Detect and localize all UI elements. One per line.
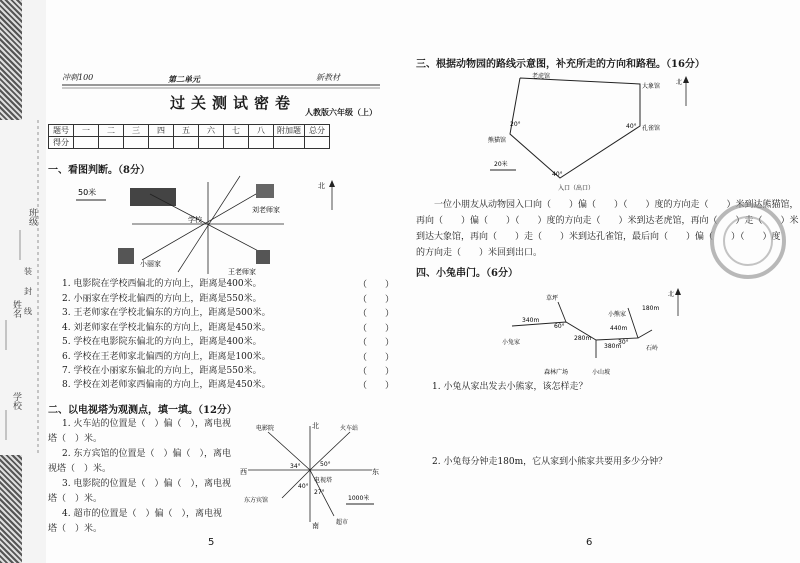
- score-label-cell: 得分: [49, 137, 74, 149]
- page-number-right: 6: [586, 537, 593, 548]
- fig2-supermarket: 超市: [336, 519, 349, 526]
- rabbit-dist-3: 380m: [604, 343, 622, 350]
- score-head-cell: 五: [174, 125, 199, 137]
- s1-item-6: 6. 学校在王老师家北偏西的方向上，距离是100米。: [62, 352, 271, 362]
- score-head-cell: 四: [149, 125, 174, 137]
- fig2-west: 西: [240, 468, 247, 476]
- house-icon-liu: [256, 184, 274, 198]
- s4-question-1: 1. 小兔从家出发去小熊家，该怎样走？: [432, 382, 588, 392]
- fig2-angle-4: 27°: [314, 489, 325, 496]
- answer-bracket-6[interactable]: （ ）: [358, 353, 395, 363]
- score-input-cell[interactable]: [199, 137, 224, 149]
- s2-item-4-line2: 塔（ ）米。: [48, 524, 103, 534]
- section1-map-figure: [70, 172, 370, 280]
- score-head-cell: 六: [199, 125, 224, 137]
- binding-label-name: 姓名: [11, 300, 21, 318]
- rabbit-stone: 石岭: [646, 345, 659, 352]
- binding-stub-1: 装: [24, 267, 32, 276]
- answer-bracket-3[interactable]: （ ）: [358, 309, 395, 319]
- edition-label: 人教版六年级（上）: [305, 107, 377, 117]
- s2-item-2-line2: 视塔（ ）米。: [48, 464, 112, 474]
- zoo-peacock: 孔雀馆: [642, 125, 661, 132]
- s1-item-2: 2. 小丽家在学校北偏西的方向上，距离是550米。: [62, 294, 262, 304]
- score-input-cell[interactable]: [224, 137, 249, 149]
- s2-item-4-line1: 4. 超市的位置是（ ）偏（ ），离电视: [62, 509, 222, 519]
- zoo-angle-1: 20°: [510, 121, 521, 128]
- fig2-south: 南: [312, 522, 319, 530]
- answer-bracket-5[interactable]: （ ）: [358, 338, 395, 348]
- section3-zoo-map: [480, 66, 700, 194]
- zoo-north-arrow-icon: [683, 76, 689, 83]
- score-head-cell: 题号: [49, 125, 74, 137]
- fig2-east: 东: [372, 468, 379, 476]
- binding-label-school: 学校: [11, 392, 21, 410]
- s1-item-4: 4. 刘老师家在学校北偏东的方向上，距离是450米。: [62, 323, 271, 333]
- rabbit-dist-2: 280m: [574, 335, 592, 342]
- s3-line-3: 到达大象馆，再向（ ）走（ ）米到达孔雀馆，最后向（ ）偏（ ）（ ）度: [416, 232, 781, 242]
- fig2-train-station: 火车站: [340, 425, 359, 432]
- answer-bracket-7[interactable]: （ ）: [358, 367, 395, 377]
- score-input-cell[interactable]: [99, 137, 124, 149]
- s2-item-3-line2: 塔（ ）米。: [48, 494, 103, 504]
- score-head-cell: 附加题: [274, 125, 305, 137]
- section2-tv-tower-figure: [238, 418, 380, 530]
- north-label: 北: [318, 182, 325, 190]
- s1-item-7: 7. 学校在小丽家东偏北的方向上，距离是550米。: [62, 366, 262, 376]
- s1-item-5: 5. 学校在电影院东偏北的方向上，距离是400米。: [62, 337, 262, 347]
- zoo-angle-3: 40°: [552, 171, 563, 178]
- label-liu-home: 刘老师家: [252, 206, 280, 214]
- rabbit-home: 小兔家: [502, 339, 521, 346]
- answer-bracket-8[interactable]: （ ）: [358, 381, 395, 391]
- s1-item-3: 3. 王老师家在学校北偏东的方向上，距离是500米。: [62, 308, 271, 318]
- zoo-entrance: 入口（出口）: [558, 185, 595, 192]
- fig2-hotel: 东方宾馆: [244, 497, 269, 504]
- s3-line-2: 再向（ ）偏（ ）（ ）度的方向走（ ）米到达老虎馆，再向（ ）走（ ）米: [416, 216, 799, 226]
- zoo-tiger: 老虎馆: [532, 73, 551, 80]
- rabbit-dist-5: 180m: [642, 305, 660, 312]
- s2-item-1-line2: 塔（ ）米。: [48, 434, 103, 444]
- score-head-cell: 八: [249, 125, 274, 137]
- rabbit-hill: 小山坡: [592, 369, 611, 376]
- answer-bracket-2[interactable]: （ ）: [358, 295, 395, 305]
- score-input-cell[interactable]: [149, 137, 174, 149]
- score-table: [48, 124, 330, 149]
- fig2-north: 北: [312, 422, 319, 430]
- rabbit-dist-4: 440m: [610, 325, 628, 332]
- score-input-cell[interactable]: [249, 137, 274, 149]
- fig2-angle-2: 50°: [320, 461, 331, 468]
- section3-heading: 三、根据动物园的路线示意图，补充所走的方向和路程。（16分）: [416, 59, 705, 70]
- s3-line-4: 的方向走（ ）米回到出口。: [416, 248, 543, 258]
- header-brand: 冲刺100: [62, 73, 94, 82]
- binding-strip: [0, 0, 46, 563]
- binding-stub-3: 线: [24, 307, 32, 316]
- header-new-textbook: 新教材: [316, 73, 340, 82]
- s2-item-3-line1: 3. 电影院的位置是（ ）偏（ ），离电视: [62, 479, 231, 489]
- house-icon-wang: [256, 250, 270, 264]
- fig2-center: 电视塔: [314, 477, 333, 484]
- section4-heading: 四、小兔串门。（6分）: [416, 268, 518, 279]
- zoo-north: 北: [676, 79, 683, 86]
- rabbit-north: 北: [668, 291, 675, 298]
- rabbit-north-arrow-icon: [675, 288, 681, 295]
- section4-rabbit-map: [496, 282, 692, 378]
- section1-heading: 一、看图判断。（8分）: [48, 165, 150, 176]
- header-unit: 第二单元: [168, 74, 200, 84]
- zoo-panda: 熊猫馆: [488, 137, 507, 144]
- score-input-cell[interactable]: [305, 137, 330, 149]
- s2-item-2-line1: 2. 东方宾馆的位置是（ ）偏（ ），离电: [62, 449, 231, 459]
- stamp-seal: [708, 186, 788, 296]
- score-input-cell[interactable]: [74, 137, 99, 149]
- s4-question-2: 2. 小兔每分钟走180m，它从家到小熊家共要用多少分钟？: [432, 457, 668, 467]
- rabbit-angle-2: 30°: [618, 339, 629, 346]
- section2-heading: 二、以电视塔为观测点，填一填。（12分）: [48, 405, 237, 416]
- s2-item-1-line1: 1. 火车站的位置是（ ）偏（ ），离电视: [62, 419, 231, 429]
- score-head-cell: 二: [99, 125, 124, 137]
- page-title: 过关测试密卷: [170, 94, 297, 112]
- answer-bracket-1[interactable]: （ ）: [358, 280, 395, 290]
- score-head-cell: 一: [74, 125, 99, 137]
- s1-item-8: 8. 学校在刘老师家西偏南的方向上，距离是450米。: [62, 380, 271, 390]
- score-head-cell: 七: [224, 125, 249, 137]
- rabbit-dist-1: 340m: [522, 317, 540, 324]
- score-head-cell: 三: [124, 125, 149, 137]
- fig2-angle-1: 34°: [290, 463, 301, 470]
- score-input-cell[interactable]: [124, 137, 149, 149]
- binding-lines: [0, 0, 46, 563]
- score-head-cell: 总分: [305, 125, 330, 137]
- zoo-scale: 20米: [494, 161, 508, 168]
- zoo-angle-2: 40°: [626, 123, 637, 130]
- page-number-left: 5: [208, 537, 215, 548]
- label-wang-home: 王老师家: [228, 268, 256, 276]
- fig2-cinema: 电影院: [256, 425, 275, 432]
- binding-label-class: 班级: [27, 208, 37, 226]
- binding-stub-2: 封: [24, 287, 32, 296]
- fig2-scale: 1000米: [348, 495, 370, 502]
- s3-line-1: 一位小朋友从动物园入口向（ ）偏（ ）（ ）度的方向走（ ）米到达熊猫馆，: [416, 200, 799, 210]
- rabbit-forest-square: 森林广场: [544, 369, 569, 376]
- score-input-cell[interactable]: [174, 137, 199, 149]
- zoo-elephant: 大象馆: [642, 83, 661, 90]
- header-rule: [62, 84, 380, 90]
- north-arrow-icon: [329, 180, 335, 187]
- house-icon-xiaoli: [118, 248, 134, 264]
- rabbit-lawn: 草坪: [546, 295, 559, 302]
- label-xiaoli-home: 小丽家: [140, 260, 161, 268]
- rabbit-bear-home: 小熊家: [608, 311, 627, 318]
- label-school: 学校: [188, 216, 202, 224]
- fig2-angle-3: 40°: [298, 483, 309, 490]
- answer-bracket-4[interactable]: （ ）: [358, 324, 395, 334]
- score-input-cell[interactable]: [274, 137, 305, 149]
- section1-scale-label: 50米: [78, 188, 97, 197]
- s1-item-1: 1. 电影院在学校西偏北的方向上，距离是400米。: [62, 279, 262, 289]
- cinema-building-icon: [130, 188, 176, 206]
- rabbit-angle-1: 60°: [554, 323, 565, 330]
